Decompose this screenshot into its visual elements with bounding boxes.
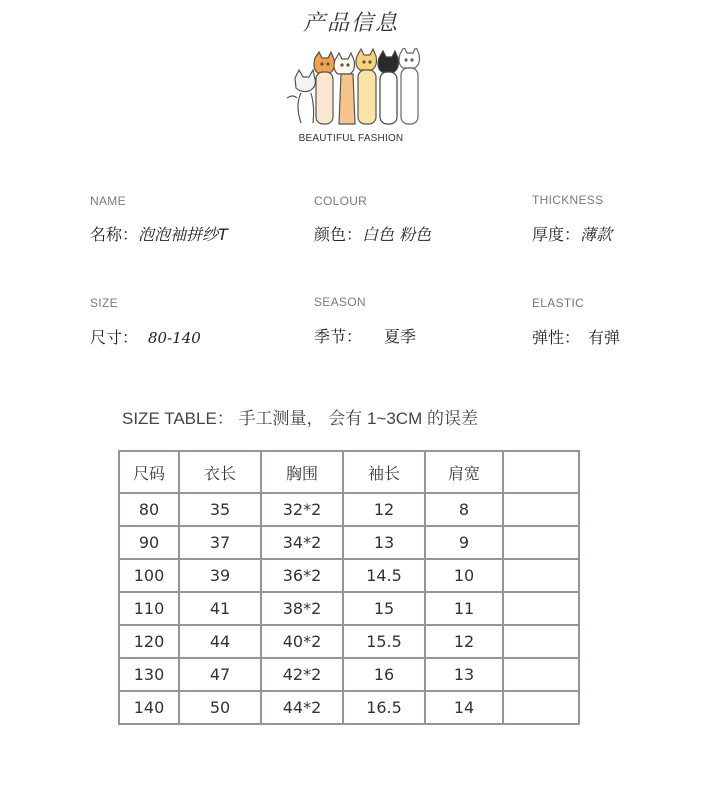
cell-empty <box>503 625 579 658</box>
cell-chest: 38*2 <box>261 592 343 625</box>
elastic-label: ELASTIC <box>532 296 585 310</box>
size-table-header-row <box>119 451 579 493</box>
brand-logo <box>281 48 421 148</box>
cell-chest: 34*2 <box>261 526 343 559</box>
cell-empty <box>503 691 579 724</box>
elastic-key: 弹性： <box>532 328 581 347</box>
page-title: 产品信息 <box>302 11 399 36</box>
elastic-text: 有弹 <box>588 328 621 347</box>
table-row <box>119 526 579 559</box>
cell-length: 50 <box>179 691 261 724</box>
table-row <box>119 493 579 526</box>
cell-shoulder: 12 <box>425 625 503 658</box>
cell-length: 37 <box>179 526 261 559</box>
cell-length: 44 <box>179 625 261 658</box>
thickness-label: THICKNESS <box>532 193 604 207</box>
colour-label: COLOUR <box>314 194 368 208</box>
header-chest: 胸围 <box>261 451 343 493</box>
cell-size: 130 <box>119 658 179 691</box>
cell-empty <box>503 592 579 625</box>
thickness-text: 薄款 <box>580 225 613 244</box>
cats-illustration-icon <box>281 48 421 132</box>
cell-shoulder: 14 <box>425 691 503 724</box>
name-value <box>90 222 228 245</box>
cell-size: 140 <box>119 691 179 724</box>
colour-key: 颜色： <box>314 225 363 244</box>
season-text: 夏季 <box>384 327 417 346</box>
cell-shoulder: 11 <box>425 592 503 625</box>
cell-empty <box>503 559 579 592</box>
cell-length: 35 <box>179 493 261 526</box>
cell-shoulder: 9 <box>425 526 503 559</box>
header-empty <box>503 451 579 493</box>
cell-empty <box>503 526 579 559</box>
cell-sleeve: 16 <box>343 658 425 691</box>
cell-empty <box>503 493 579 526</box>
name-text: 泡泡袖拼纱T <box>138 225 228 244</box>
brand-name: BEAUTIFUL FASHION <box>298 133 404 144</box>
cell-empty <box>503 658 579 691</box>
header-shoulder: 肩宽 <box>425 451 503 493</box>
cell-sleeve: 12 <box>343 493 425 526</box>
colour-text: 白色 粉色 <box>362 225 432 244</box>
cell-chest: 44*2 <box>261 691 343 724</box>
table-row <box>119 691 579 724</box>
season-key: 季节： <box>314 327 363 346</box>
cell-shoulder: 8 <box>425 493 503 526</box>
cell-length: 39 <box>179 559 261 592</box>
cell-size: 80 <box>119 493 179 526</box>
cell-chest: 40*2 <box>261 625 343 658</box>
size-label: SIZE <box>90 296 118 310</box>
name-key: 名称： <box>90 225 139 244</box>
cell-chest: 32*2 <box>261 493 343 526</box>
thickness-key: 厚度： <box>532 225 581 244</box>
table-row <box>119 592 579 625</box>
table-row <box>119 559 579 592</box>
season-label: SEASON <box>314 295 366 309</box>
cell-size: 90 <box>119 526 179 559</box>
size-table <box>118 450 580 725</box>
cell-sleeve: 14.5 <box>343 559 425 592</box>
header-sleeve: 袖长 <box>343 451 425 493</box>
cell-chest: 36*2 <box>261 559 343 592</box>
cell-chest: 42*2 <box>261 658 343 691</box>
size-text: 80-140 <box>148 329 201 347</box>
header-length: 衣长 <box>179 451 261 493</box>
name-label: NAME <box>90 194 126 208</box>
cell-sleeve: 16.5 <box>343 691 425 724</box>
cell-size: 100 <box>119 559 179 592</box>
cell-sleeve: 13 <box>343 526 425 559</box>
colour-value <box>314 222 431 245</box>
table-row <box>119 625 579 658</box>
cell-sleeve: 15.5 <box>343 625 425 658</box>
cell-size: 110 <box>119 592 179 625</box>
table-row <box>119 658 579 691</box>
thickness-value <box>532 222 612 245</box>
header-size: 尺码 <box>119 451 179 493</box>
cell-length: 47 <box>179 658 261 691</box>
size-key: 尺寸： <box>90 328 139 347</box>
size-value <box>90 325 201 348</box>
season-value <box>314 324 416 347</box>
elastic-value <box>532 325 620 348</box>
size-table-note: SIZE TABLE： 手工测量， 会有 1~3CM 的误差 <box>122 409 478 428</box>
cell-sleeve: 15 <box>343 592 425 625</box>
cell-size: 120 <box>119 625 179 658</box>
cell-shoulder: 10 <box>425 559 503 592</box>
cell-shoulder: 13 <box>425 658 503 691</box>
cell-length: 41 <box>179 592 261 625</box>
